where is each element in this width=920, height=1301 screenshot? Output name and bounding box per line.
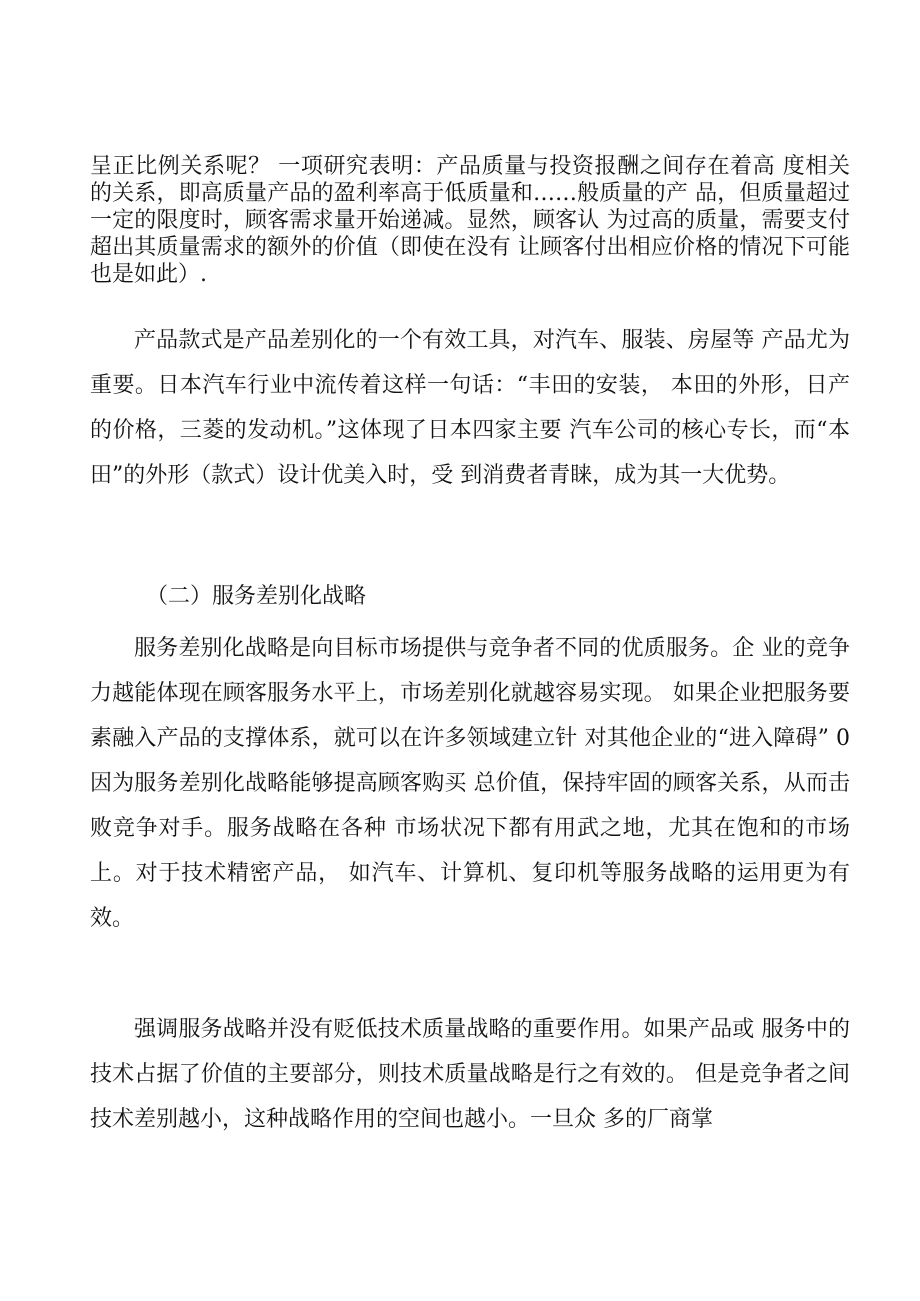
paragraph-service-strategy: 服务差别化战略是向目标市场提供与竞争者不同的优质服务。企 业的竞争力越能体现在顾客服务水平上，市场差别化就越容易实现。 如果企业把服务要素融入产品的支撑体系，就可以在许多领域建立针 对其他企业的“进入障碍” 0因为服务差别化战略能够提高顾客购买 总价值，保持牢固的顾客关系，从而击败竞争对手。服务战略在各种 市场状况下都有用武之地，尤其在饱和的市场上。对于技术精密产品， 如汽车、计算机、复印机等服务战略的运用更为有效。 (90, 636, 850, 931)
section-heading-service-differentiation: （二）服务差别化战略 (146, 584, 367, 609)
paragraph-product-style: 产品款式是产品差别化的一个有效工具，对汽车、服装、房屋等 产品尤为重要。日本汽车行业中流传着这样一句话：“丰田的安装， 本田的外形，日产的价格，三菱的发动机。”这体现了日本四家主要 汽车公司的核心专长，而“本田”的外形（款式）设计优美入时，受 到消费者青睐，成为其一大优势。 (90, 328, 850, 488)
paragraph-quality-return: 呈正比例关系呢？ 一项研究表明：产品质量与投资报酬之间存在着高 度相关的关系，即高质量产品的盈利率高于低质量和……般质量的产 品，但质量超过一定的限度时，顾客需求量开始递减。显然，顾客认 为过高的质量，需要支付超出其质量需求的额外的价值（即使在没有 让顾客付出相应价格的情况下可能也是如此）. (90, 154, 850, 287)
paragraph-service-emphasis: 强调服务战略并没有贬低技术质量战略的重要作用。如果产品或 服务中的技术占据了价值的主要部分，则技术质量战略是行之有效的。 但是竞争者之间技术差别越小，这种战略作用的空间也越小。一旦众 多的厂商掌 (90, 1017, 850, 1132)
